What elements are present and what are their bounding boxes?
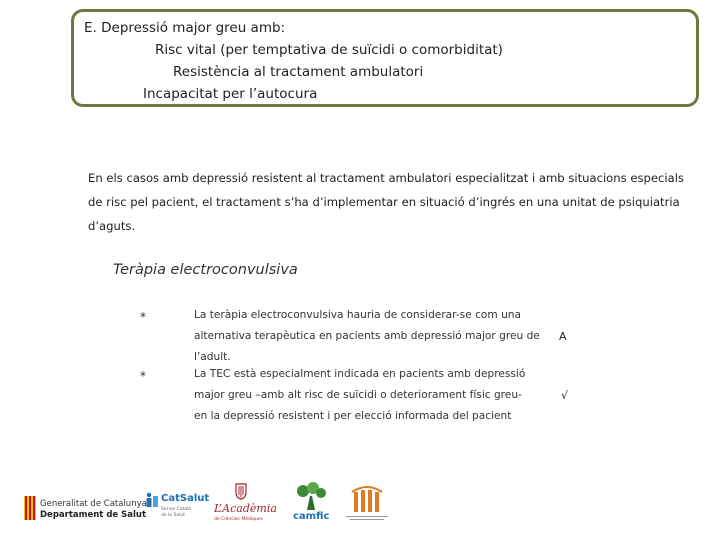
recommendation-line: La TEC està especialment indicada en pacients amb depressió	[194, 368, 526, 380]
footer-logos	[0, 478, 720, 538]
catsalut-name: CatSalut	[161, 493, 210, 504]
grade-label: √	[561, 389, 569, 402]
box-item-resistance: Resistència al tractament ambulatori	[173, 64, 424, 80]
recommendation-line: en la depressió resistent i per elecció informada del pacient	[194, 410, 512, 422]
catsalut-sub1: Servei Català	[161, 507, 192, 512]
society-pillars-icon	[350, 484, 384, 514]
generalitat-name: Generalitat de Catalunya	[40, 499, 147, 509]
department-name: Departament de Salut	[40, 510, 147, 520]
paragraph-line: d’aguts.	[88, 219, 136, 233]
generalitat-logo	[24, 496, 147, 522]
bullet-marker: *	[140, 310, 146, 324]
grade-label: A	[559, 330, 567, 343]
recommendation-line: l’adult.	[194, 351, 231, 363]
recommendation-line: major greu –amb alt risc de suïcidi o deteriorament físic greu-	[194, 389, 522, 401]
bullet-marker: *	[140, 369, 146, 383]
box-item-selfcare: Incapacitat per l’autocura	[143, 86, 318, 102]
paragraph-line: En els casos amb depressió resistent al tractament ambulatori especialitzat i amb situacions especials	[88, 171, 684, 185]
society-logo	[342, 484, 392, 524]
recommendation-line: La teràpia electroconvulsiva hauria de considerar-se com una	[194, 309, 521, 321]
camfic-name: camfic	[293, 511, 330, 522]
catsalut-symbol-icon	[145, 492, 159, 508]
box-item-risk: Risc vital (per temptativa de suïcidi o comorbiditat)	[155, 42, 503, 58]
camfic-tree-icon	[293, 482, 329, 510]
academia-subtitle: de Ciències Mèdiques	[214, 517, 263, 522]
paragraph-line: de risc pel pacient, el tractament s’ha d’implementar en situació d’ingrés en una unitat de psiquiatria	[88, 195, 680, 209]
catsalut-sub2: de la Salut	[161, 513, 185, 518]
section-title: Teràpia electroconvulsiva	[113, 262, 298, 278]
box-title: E. Depressió major greu amb:	[84, 20, 286, 36]
academia-logo	[212, 482, 276, 524]
camfic-logo	[290, 482, 334, 524]
academia-emblem-icon	[234, 482, 248, 500]
generalitat-emblem-icon	[24, 496, 36, 520]
society-caption-lines	[346, 516, 388, 520]
body-paragraph	[88, 166, 684, 238]
recommendation-line: alternativa terapèutica en pacients amb depressió major greu de	[194, 330, 540, 342]
catsalut-logo	[145, 490, 210, 524]
academia-name: L’Acadèmia	[214, 502, 277, 515]
